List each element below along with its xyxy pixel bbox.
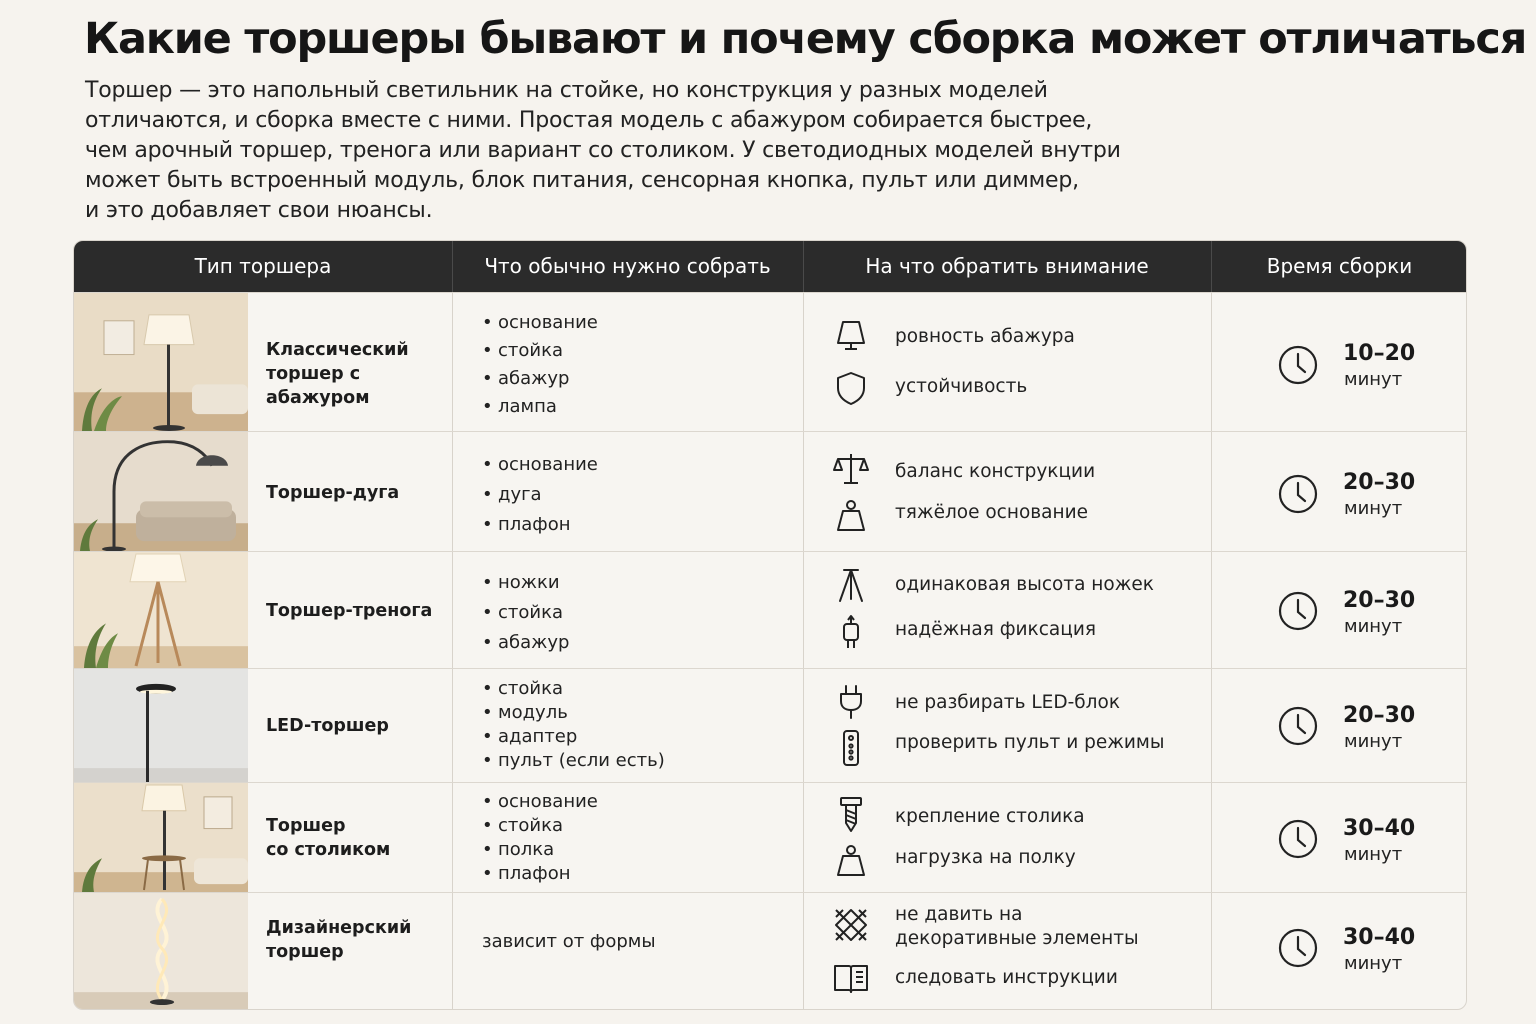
list-item: • дуга — [482, 480, 598, 510]
connector-icon — [832, 614, 870, 652]
lamp-type-name: Дизайнерский торшер — [266, 918, 412, 962]
intro-line: и это добавляет свои нюансы. — [85, 198, 433, 223]
lamp-type-name: Торшер со столиком — [266, 816, 391, 860]
assembly-time: 20–30 — [1343, 588, 1416, 613]
note-text: проверить пульт и режимы — [895, 732, 1165, 753]
classic-lamp-photo — [74, 293, 248, 431]
list-item: • основание — [482, 790, 598, 814]
assembly-time: 10–20 — [1343, 341, 1416, 366]
weight-icon — [832, 496, 870, 534]
note-text: крепление столика — [895, 806, 1085, 827]
clock-icon — [1277, 344, 1319, 386]
list-item: • стойка — [482, 814, 598, 838]
list-item: • абажур — [482, 365, 598, 393]
book-icon — [832, 959, 870, 997]
floor-lamp-table — [73, 240, 1467, 1010]
remote-icon — [832, 729, 870, 767]
table-row — [74, 668, 1466, 782]
clock-icon — [1277, 705, 1319, 747]
parts-list — [482, 790, 598, 886]
table-row — [74, 292, 1466, 431]
led-lamp-photo — [74, 669, 248, 782]
note-text: тяжёлое основание — [895, 502, 1089, 523]
note-text: ровность абажура — [895, 326, 1075, 347]
list-item: • плафон — [482, 510, 598, 540]
intro-line: отличаются, и сборка вместе с ними. Простая модель с абажуром собирается быстрее, — [85, 108, 1093, 133]
scales-icon — [832, 450, 870, 488]
lamp-type-name: Классический торшер с абажуром — [266, 340, 409, 408]
tripod-lamp-photo — [74, 552, 248, 668]
parts-list — [482, 309, 598, 421]
intro-line: Торшер — это напольный светильник на стойке, но конструкция у разных моделей — [85, 78, 1048, 103]
table-row — [74, 431, 1466, 551]
note-text: следовать инструкции — [895, 967, 1118, 988]
list-item: • абажур — [482, 628, 569, 658]
header-parts: Что обычно нужно собрать — [484, 254, 771, 278]
header-notes: На что обратить внимание — [865, 254, 1149, 278]
designer-lamp-photo — [74, 893, 248, 1010]
header-type: Тип торшера — [194, 254, 332, 278]
list-item: • плафон — [482, 862, 598, 886]
table-header — [74, 241, 1466, 292]
time-unit: минут — [1344, 844, 1403, 865]
list-item: • стойка — [482, 677, 665, 701]
parts-text: зависит от формы — [482, 931, 656, 952]
note-text: надёжная фиксация — [895, 619, 1096, 640]
plug-icon — [832, 683, 870, 721]
assembly-time: 20–30 — [1343, 703, 1416, 728]
time-unit: минут — [1344, 498, 1403, 519]
shield-icon — [832, 369, 870, 407]
table-lamp-photo — [74, 783, 248, 892]
list-item: • пульт (если есть) — [482, 749, 665, 773]
list-item: • полка — [482, 838, 598, 862]
table-row — [74, 892, 1466, 1010]
note-text: нагрузка на полку — [895, 847, 1076, 868]
list-item: • основание — [482, 450, 598, 480]
header-time: Время сборки — [1266, 254, 1413, 278]
list-item: • основание — [482, 309, 598, 337]
intro-line: может быть встроенный модуль, блок питания, сенсорная кнопка, пульт или диммер, — [85, 168, 1079, 193]
arc-lamp-photo — [74, 432, 248, 551]
assembly-time: 20–30 — [1343, 470, 1416, 495]
time-unit: минут — [1344, 616, 1403, 637]
clock-icon — [1277, 818, 1319, 860]
time-unit: минут — [1344, 953, 1403, 974]
parts-list — [482, 677, 665, 773]
clock-icon — [1277, 927, 1319, 969]
lamp-type-name: Торшер-тренога — [266, 601, 433, 621]
decor-pattern-icon — [832, 906, 870, 944]
tripod-icon — [832, 566, 870, 604]
note-text: не разбирать LED-блок — [895, 692, 1120, 713]
parts-list — [482, 450, 598, 540]
time-unit: минут — [1344, 731, 1403, 752]
list-item: • лампа — [482, 393, 598, 421]
note-text: баланс конструкции — [895, 461, 1096, 482]
list-item: • стойка — [482, 598, 569, 628]
list-item: • стойка — [482, 337, 598, 365]
list-item: • адаптер — [482, 725, 665, 749]
table-row — [74, 551, 1466, 668]
intro-line: чем арочный торшер, тренога или вариант со столиком. У светодиодных моделей внутри — [85, 138, 1121, 163]
time-unit: минут — [1344, 369, 1403, 390]
lamp-type-name: LED-торшер — [266, 716, 389, 736]
lampshade-icon — [832, 317, 870, 355]
note-text: устойчивость — [895, 376, 1028, 397]
clock-icon — [1277, 473, 1319, 515]
clock-icon — [1277, 590, 1319, 632]
assembly-time: 30–40 — [1343, 816, 1416, 841]
assembly-time: 30–40 — [1343, 925, 1416, 950]
lamp-type-name: Торшер-дуга — [266, 483, 400, 503]
intro-paragraph — [85, 76, 1165, 226]
parts-list — [482, 568, 569, 658]
note-text: одинаковая высота ножек — [895, 574, 1154, 595]
weight-icon — [832, 841, 870, 879]
list-item: • модуль — [482, 701, 665, 725]
page-title: Какие торшеры бывают и почему сборка может отличаться — [84, 14, 1527, 64]
table-row — [74, 782, 1466, 892]
note-text: не давить на декоративные элементы — [895, 904, 1139, 949]
list-item: • ножки — [482, 568, 569, 598]
screw-icon — [832, 795, 870, 833]
